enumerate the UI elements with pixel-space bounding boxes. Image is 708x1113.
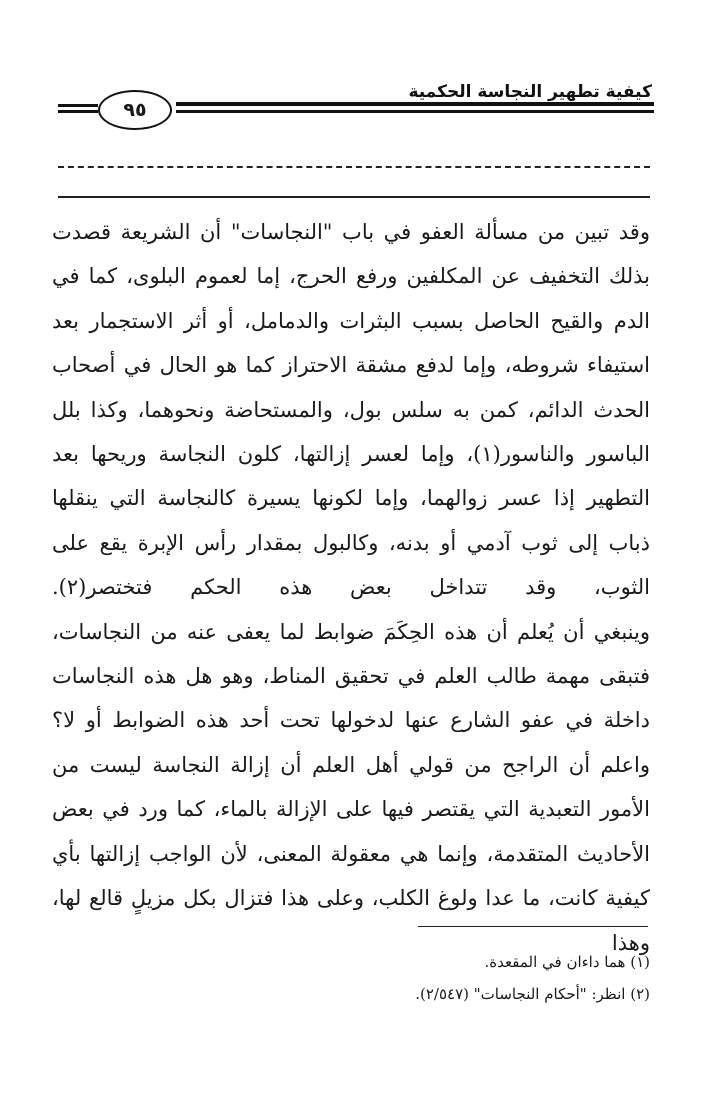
paragraph: وقد تبين من مسألة العفو في باب "النجاسات" أن الشريعة قصدت بذلك التخفيف عن المكلفين ورفع الحرج، إما لعموم البلوى، كما في الدم والقيح الحاصل بسبب البثرات والدمامل، أو أثر الاستجمار بعد استيفاء شروطه، وإما لدفع مشقة الاحتراز كما هو الحال في أصحاب الحدث الدائم، كمن به سلس بول، والمستحاضة ونحوهما، وكذا بلل الباسور والناسور(١)، وإما لعسر إزالتها، كلون النجاسة وريحها بعد التطهير إذا عسر زوالهما، وإما لكونها يسيرة كالنجاسة التي ينقلها ذباب إلى ثوب آدمي أو بدنه، وكالبول بمقدار رأس الإبرة يقع على الثوب، وقد تتداخل بعض هذه الحكم فتختصر(٢).	[52, 220, 650, 600]
paragraph: وينبغي أن يُعلم أن هذه الحِكَمَ ضوابط لما يعفى عنه من النجاسات، فتبقى مهمة طالب العلم في تحقيق المناط، وهو هل هذه النجاسات داخلة في عفو الشارع عنها لدخولها تحت أحد هذه الضوابط أو لا؟	[52, 619, 650, 733]
paragraph: واعلم أن الراجح من قولي أهل العلم أن إزالة النجاسة ليست من الأمور التعبدية التي يقتصر فيها على الإزالة بالماء، كما ورد في بعض الأحاديث المتقدمة، وإنما هي معقولة المعنى، لأن الواجب إزالتها بأي كيفية كانت، ما عدا ولوغ الكلب، وعلى هذا فتزال بكل مزيلٍ قالع لها، وهذا	[52, 752, 650, 955]
footnote-item: (١) هما داءان في المقعدة.	[484, 953, 650, 971]
page-number: ٩٥	[98, 90, 172, 130]
footnote-separator	[418, 926, 648, 927]
header-rule-bottom	[176, 110, 654, 113]
header-dashed-divider	[58, 166, 650, 168]
header-rule-top	[176, 102, 654, 106]
footnote-item: (٢) انظر: "أحكام النجاسات" (٢/٥٤٧).	[415, 985, 650, 1003]
main-text	[52, 210, 650, 965]
header-solid-divider	[58, 196, 650, 198]
footnotes	[90, 946, 650, 1010]
page-header	[0, 0, 708, 135]
header-rule-left-bottom	[58, 110, 98, 113]
running-title: كيفية تطهير النجاسة الحكمية	[408, 82, 652, 102]
header-rule-left-top	[58, 104, 98, 107]
